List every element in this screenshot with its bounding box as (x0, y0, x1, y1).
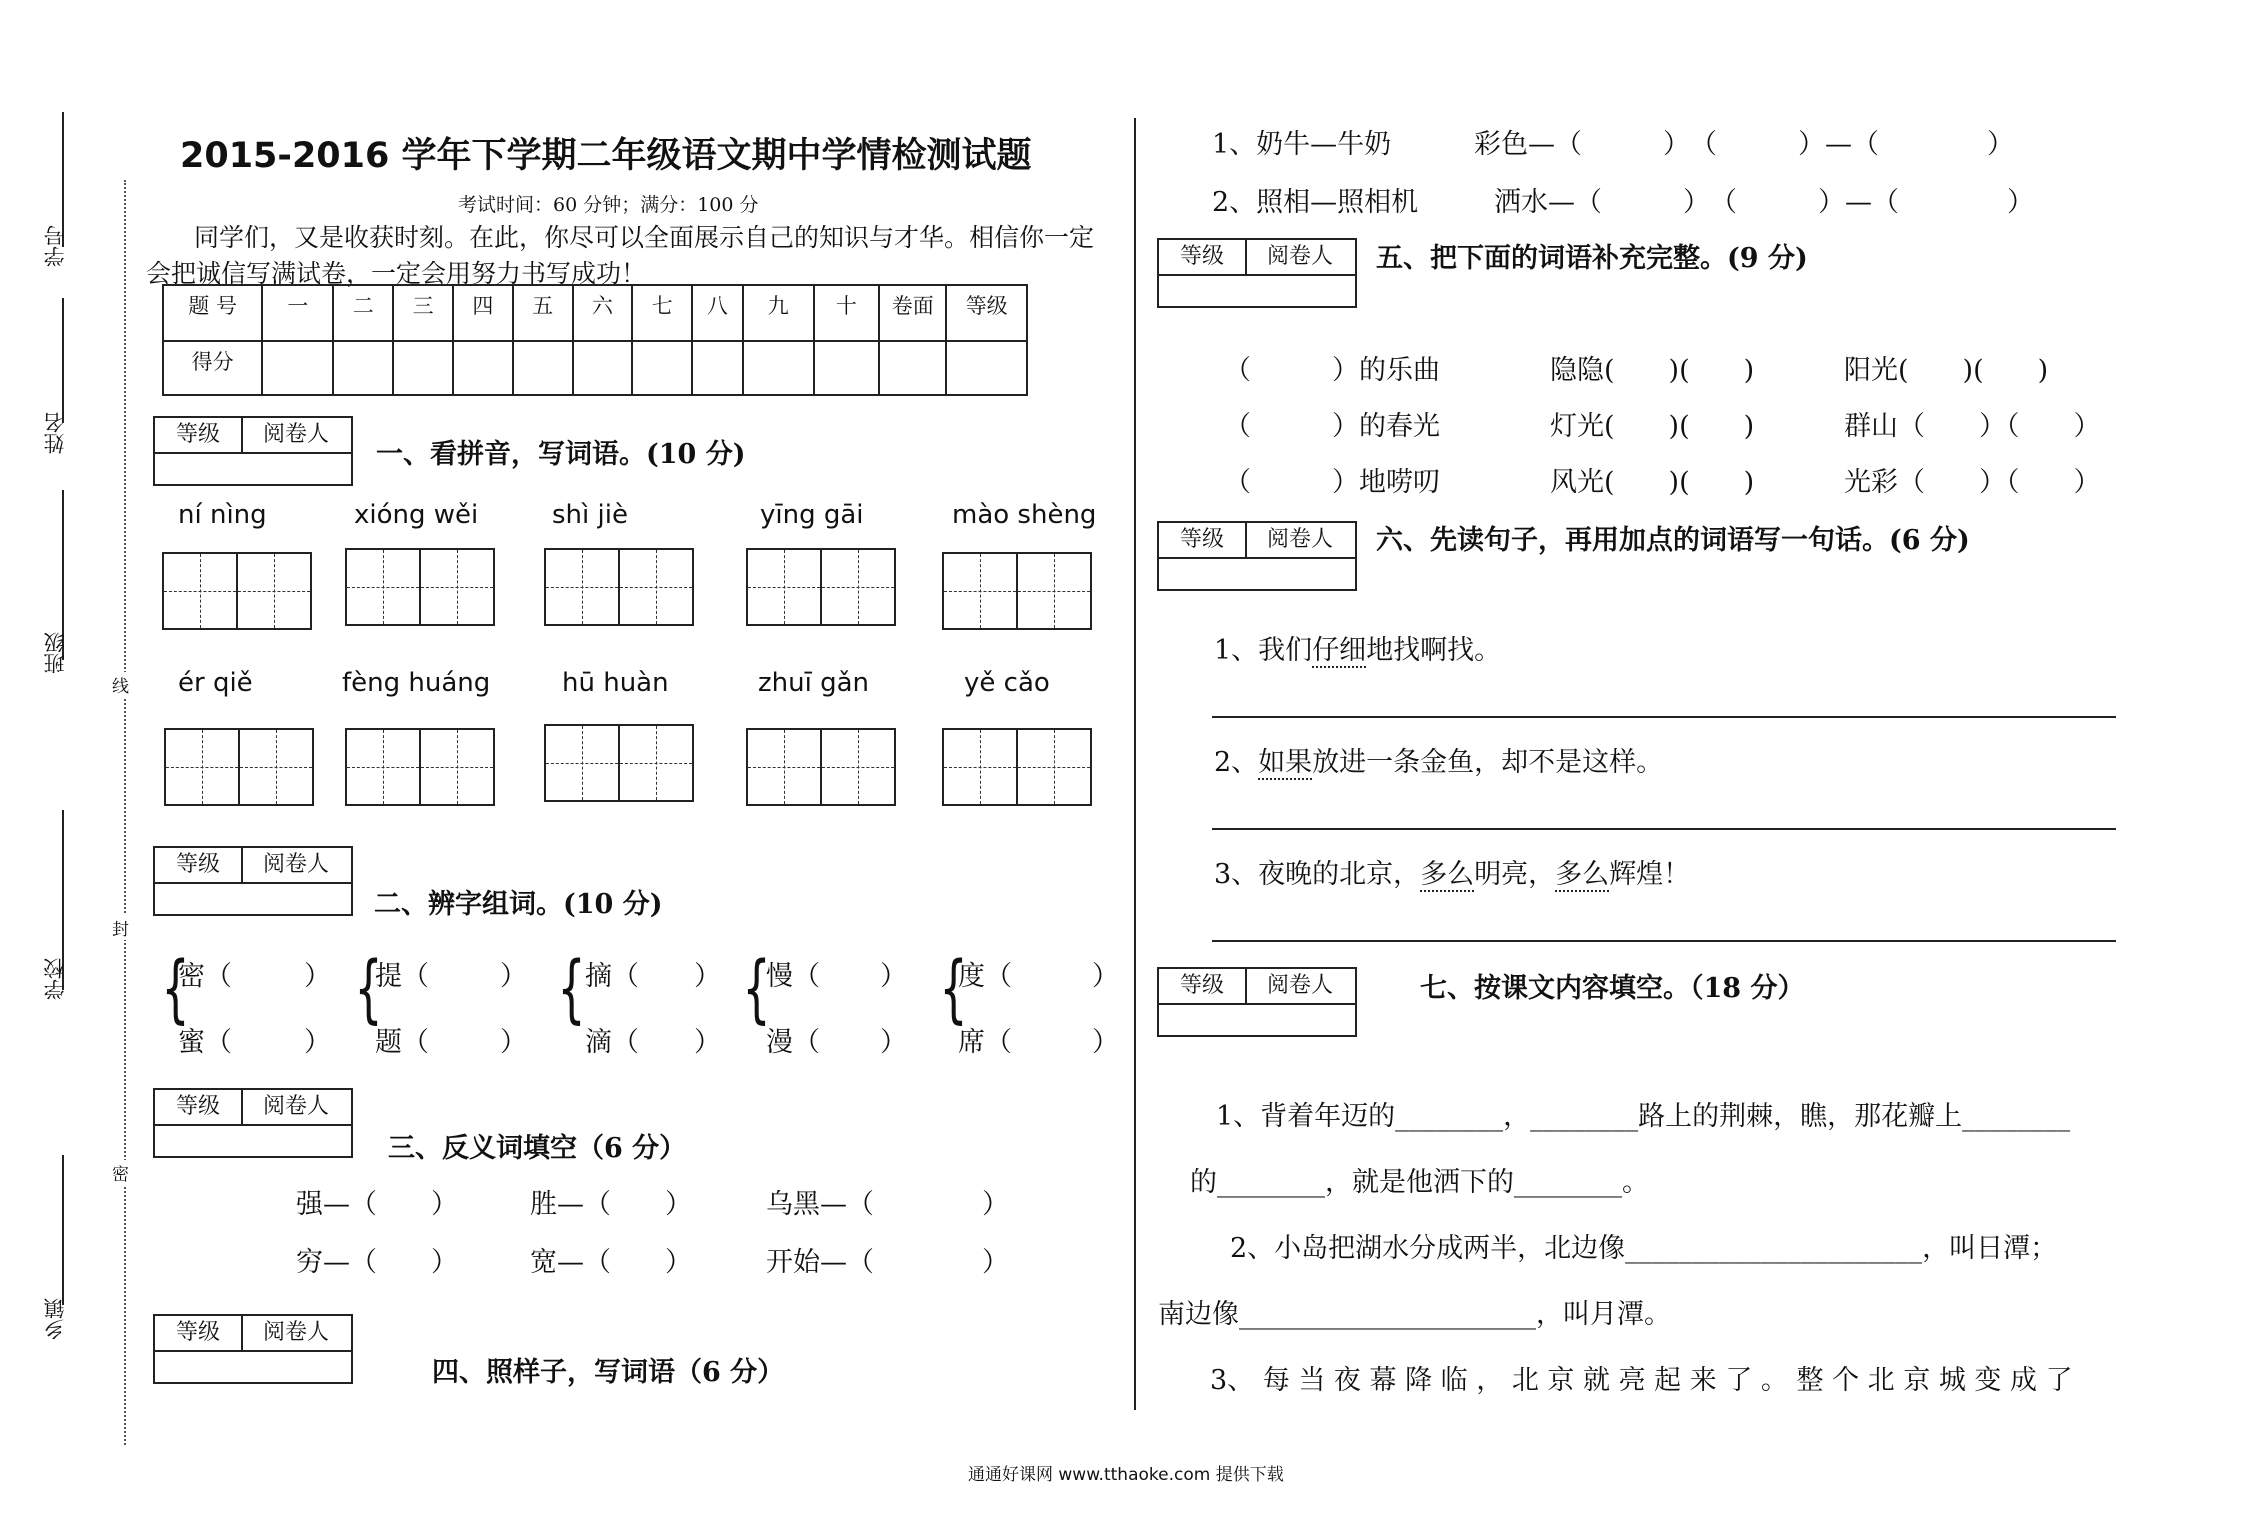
antonym-item: 乌黑—（ ） (766, 1189, 1009, 1220)
s7-line: 南边像______________________，叫月潭。 (1158, 1299, 1671, 1330)
paren-close: ） (500, 1027, 527, 1058)
pinyin: ní nìng (178, 500, 267, 530)
bianzi-char: 提（ (375, 961, 429, 992)
pinyin: ér qiě (178, 668, 253, 698)
score-cell[interactable] (333, 341, 393, 395)
paren-close: ） (694, 961, 721, 992)
answer-line[interactable] (1212, 940, 2116, 942)
antonym-item: 胜—（ ） (530, 1189, 692, 1220)
grade-box-1: 等级 阅卷人 (153, 416, 353, 486)
grade-box-3: 等级 阅卷人 (153, 1088, 353, 1158)
intro-line-2: 会把诚信写满试卷，一定会用努力书写成功！ (146, 259, 647, 288)
antonym-item: 强—（ ） (296, 1189, 458, 1220)
answer-line[interactable] (1212, 716, 2116, 718)
score-cell[interactable] (262, 341, 333, 395)
score-header-cell: 八 (692, 285, 742, 341)
score-header-cell: 二 (333, 285, 393, 341)
bianzi-char: 度（ (958, 961, 1012, 992)
score-header-cell: 等级 (946, 285, 1027, 341)
column-divider (1134, 118, 1136, 1410)
dotted-word: 仔细 (1312, 635, 1367, 666)
pinyin: zhuī gǎn (758, 668, 870, 698)
bianzi-char: 密（ (178, 961, 232, 992)
s5-item: 群山（ ）（ ） (1844, 411, 2101, 442)
score-header-cell: 四 (453, 285, 513, 341)
antonym-item: 穷—（ ） (296, 1247, 458, 1278)
section-2-title: 二、辨字组词。(10 分) (374, 889, 663, 920)
writing-grid[interactable] (162, 552, 312, 630)
s7-line: 1、背着年迈的________，________路上的荆棘，瞧，那花瓣上________ (1216, 1101, 2071, 1132)
cut-char-secret: 密 (112, 1160, 129, 1185)
s5-item: 隐隐( )( ) (1550, 355, 1755, 386)
binding-line-5 (62, 1155, 64, 1305)
s5-item: （ ）地唠叨 (1224, 467, 1440, 498)
score-header-cell: 一 (262, 285, 333, 341)
footer-credit: 通通好课网 www.tthaoke.com 提供下载 (968, 1465, 1284, 1485)
grade-box-4: 等级 阅卷人 (153, 1314, 353, 1384)
score-cell[interactable] (632, 341, 692, 395)
s4-example-1: 1、奶牛—牛奶 (1212, 129, 1392, 160)
section-6-title: 六、先读句子，再用加点的词语写一句话。(6 分) (1376, 525, 1970, 556)
writing-grid[interactable] (164, 728, 314, 806)
pinyin: fèng huáng (342, 668, 491, 698)
label-class: 班级 (43, 632, 67, 674)
paren-close: ） (880, 961, 907, 992)
s7-line: 的________，就是他洒下的________。 (1190, 1167, 1649, 1198)
writing-grid[interactable] (544, 724, 694, 802)
grade-box-5: 等级 阅卷人 (1157, 238, 1357, 308)
score-cell[interactable] (692, 341, 742, 395)
score-header-cell: 卷面 (879, 285, 946, 341)
score-cell[interactable] (879, 341, 946, 395)
score-header-cell: 六 (573, 285, 633, 341)
s6-sentence-1: 1、我们仔细地找啊找。 (1214, 635, 1502, 666)
label-school: 学校 (43, 958, 67, 1000)
writing-grid[interactable] (942, 728, 1092, 806)
score-cell[interactable] (513, 341, 573, 395)
score-header-cell: 三 (393, 285, 453, 341)
writing-grid[interactable] (345, 728, 495, 806)
pinyin: shì jiè (552, 500, 628, 530)
grade-box-6: 等级 阅卷人 (1157, 521, 1357, 591)
brace: { (939, 946, 968, 1032)
score-cell[interactable] (573, 341, 633, 395)
bianzi-char: 席（ (958, 1027, 1012, 1058)
s4-blank-2: 洒水—（ ） （ ）—（ ） (1494, 187, 2034, 218)
score-cell[interactable] (946, 341, 1027, 395)
score-cell[interactable] (814, 341, 879, 395)
bianzi-char: 滴（ (585, 1027, 639, 1058)
s7-line: 2、小岛把湖水分成两半，北边像______________________，叫日潭； (1230, 1233, 2058, 1264)
score-header-cell: 五 (513, 285, 573, 341)
section-1-title: 一、看拼音，写词语。(10 分) (376, 439, 746, 470)
brace: { (742, 946, 771, 1032)
antonym-item: 宽—（ ） (530, 1247, 692, 1278)
intro-line-1: 同学们，又是收获时刻。在此，你尽可以全面展示自己的知识与才华。相信你一定 (194, 223, 1095, 252)
s4-example-2: 2、照相—照相机 (1212, 187, 1419, 218)
score-header-cell: 十 (814, 285, 879, 341)
score-cell[interactable] (743, 341, 814, 395)
s5-item: 光彩（ ）（ ） (1844, 467, 2101, 498)
brace: { (161, 946, 190, 1032)
score-cell[interactable] (453, 341, 513, 395)
score-header-cell: 九 (743, 285, 814, 341)
bianzi-char: 摘（ (585, 961, 639, 992)
pinyin: hū huàn (562, 668, 669, 698)
s5-item: 灯光( )( ) (1550, 411, 1755, 442)
writing-grid[interactable] (345, 548, 495, 626)
writing-grid[interactable] (544, 548, 694, 626)
score-header-cell: 题 号 (163, 285, 262, 341)
paren-close: ） (304, 961, 331, 992)
section-4-title: 四、照样子，写词语（6 分） (432, 1357, 785, 1388)
grade-box-2: 等级 阅卷人 (153, 846, 353, 916)
writing-grid[interactable] (942, 552, 1092, 630)
s5-item: 风光( )( ) (1550, 467, 1755, 498)
cut-char-seal: 封 (112, 915, 129, 940)
label-student-id: 学号 (43, 225, 67, 267)
s7-line: 3、 每 当 夜 幕 降 临 ， 北 京 就 亮 起 来 了 。 整 个 北 京 城 变 成 了 (1210, 1365, 2073, 1396)
grade-box-7: 等级 阅卷人 (1157, 967, 1357, 1037)
writing-grid[interactable] (746, 548, 896, 626)
paren-close: ） (500, 961, 527, 992)
bianzi-char: 题（ (375, 1027, 429, 1058)
section-5-title: 五、把下面的词语补充完整。(9 分) (1376, 243, 1808, 274)
pinyin: yě cǎo (964, 668, 1050, 698)
paren-close: ） (1092, 961, 1119, 992)
writing-grid[interactable] (746, 728, 896, 806)
pinyin: yīng gāi (760, 500, 864, 530)
score-cell[interactable] (393, 341, 453, 395)
paren-close: ） (694, 1027, 721, 1058)
paren-close: ） (1092, 1027, 1119, 1058)
section-3-title: 三、反义词填空（6 分） (388, 1133, 687, 1164)
exam-title: 2015-2016 学年下学期二年级语文期中学情检测试题 (180, 136, 1032, 176)
pinyin: mào shèng (952, 500, 1097, 530)
antonym-item: 开始—（ ） (766, 1247, 1009, 1278)
bianzi-char: 漫（ (766, 1027, 820, 1058)
s5-item: 阳光( )( ) (1844, 355, 2049, 386)
score-table (162, 284, 1028, 396)
brace: { (354, 946, 383, 1032)
exam-meta: 考试时间：60 分钟；满分：100 分 (458, 194, 759, 216)
score-header-cell: 七 (632, 285, 692, 341)
s6-sentence-2: 2、如果放进一条金鱼，却不是这样。 (1214, 747, 1664, 778)
cut-char-line: 线 (112, 672, 129, 697)
cut-line (124, 180, 126, 1445)
section-7-title: 七、按课文内容填空。（18 分） (1420, 973, 1805, 1004)
dotted-word: 如果 (1258, 747, 1313, 778)
label-town: 乡镇 (43, 1298, 67, 1340)
brace: { (557, 946, 586, 1032)
bianzi-char: 蜜（ (178, 1027, 232, 1058)
dotted-word: 多么 (1555, 859, 1610, 890)
s4-blank-1: 彩色—（ ） （ ）—（ ） (1474, 129, 2014, 160)
paren-close: ） (880, 1027, 907, 1058)
pinyin: xióng wěi (354, 500, 479, 530)
s6-sentence-3: 3、夜晚的北京，多么明亮，多么辉煌！ (1214, 859, 1691, 890)
binding-line-2 (62, 298, 64, 423)
label-name: 姓名 (43, 412, 67, 454)
dotted-word: 多么 (1420, 859, 1475, 890)
paren-close: ） (304, 1027, 331, 1058)
score-row-label: 得分 (163, 341, 262, 395)
s5-item: （ ）的春光 (1224, 411, 1440, 442)
answer-line[interactable] (1212, 828, 2116, 830)
s5-item: （ ）的乐曲 (1224, 355, 1440, 386)
bianzi-char: 慢（ (766, 961, 820, 992)
